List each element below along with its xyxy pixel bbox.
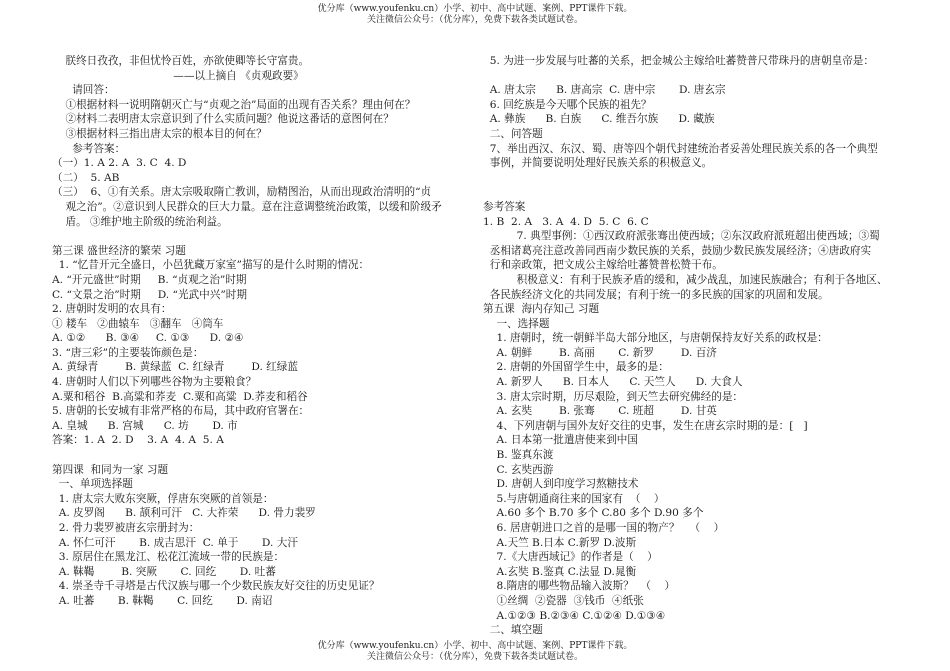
text-line: A. “开元盛世”时期 B. “贞观之治”时期 xyxy=(52,273,247,286)
text-line: A.粟和稻谷 B.高粱和荞麦 C.粟和高粱 D.荞麦和稻谷 xyxy=(52,390,308,403)
text-line: A. 吐蕃 B. 靺鞨 C. 回纥 D. 南诏 xyxy=(52,594,273,607)
text-line: 事例，并简要说明处理好民族关系的积极意义。 xyxy=(483,157,713,170)
text-line: D. 唐朝人到印度学习熬糖技术 xyxy=(483,478,639,491)
text-line: 参考答案 xyxy=(483,200,526,213)
text-line: A.天竺 B.日本 C.新罗 D.波斯 xyxy=(483,536,637,549)
text-line: 4. 崇圣寺千寻塔是古代汉族与哪一个少数民族友好交往的历史见证？ xyxy=(52,580,380,593)
text-line: 请回答： xyxy=(52,84,115,97)
text-line: A. 黄绿青 B. 黄绿蓝 C. 红绿青 D. 红绿蓝 xyxy=(52,361,298,374)
text-line: A. 皮罗阁 B. 颉利可汗 C. 大祚荣 D. 骨力裴罗 xyxy=(52,507,316,520)
text-line: A. 朝鲜 B. 高丽 C. 新罗 D. 百济 xyxy=(483,346,717,359)
text-line: 5.与唐朝通商往来的国家有 （ ） xyxy=(483,492,665,505)
text-line: 2. 唐朝的外国留学生中，最多的是： xyxy=(483,361,669,374)
text-line xyxy=(52,229,467,244)
text-line: 7、举出西汉、东汉、蜀、唐等四个朝代封建统治者妥善处理民族关系的各一个典型 xyxy=(483,142,878,155)
text-line: ——以上摘自 《贞观政要》 xyxy=(52,69,304,82)
right-column xyxy=(483,54,898,638)
footer-line-1: 优分库（www.youfenku.cn）小学、初中、高中试题、案例、PPT课件下载。 xyxy=(317,641,633,651)
text-line: 7.《大唐西域记》的作者是（ ） xyxy=(483,551,658,564)
text-line: 8.隋唐的哪些物品输入波斯？ （ ） xyxy=(483,580,676,593)
text-line: A. 彝族 B. 白族 C. 维吾尔族 D. 藏族 xyxy=(483,113,715,126)
text-line: 答案：1. A 2. D 3. A 4. A 5. A xyxy=(52,434,224,447)
text-line: 4. 唐朝时人们以下列哪些谷物为主要粮食？ xyxy=(52,376,257,389)
text-line: 1. “忆昔开元全盛日，小邑犹藏万家室”描写的是什么时期的情况： xyxy=(52,259,370,272)
text-line: 1. 唐太宗大败东突厥，俘唐东突厥的首领是： xyxy=(52,492,274,505)
text-line: 5. 为进一步发展与吐蕃的关系，把金城公主嫁给吐蕃赞普尺带珠丹的唐朝皇帝是： xyxy=(483,55,874,67)
text-line: A. ①② B. ③④ C. ①③ D. ②④ xyxy=(52,332,244,345)
text-line xyxy=(483,69,898,84)
text-line: 丞相诸葛亮注意改善同西南少数民族的关系，鼓励少数民族发展经济；④唐政府实 xyxy=(483,244,872,257)
text-line: 1. 唐朝时，统一朝鲜半岛大部分地区，与唐朝保持友好关系的政权是： xyxy=(483,332,828,345)
text-line: 参考答案： xyxy=(52,142,126,155)
text-line: ①根据材料一说明隋朝灭亡与“贞观之治”局面的出现有否关系？理由何在？ xyxy=(52,98,416,111)
text-line: A. 皇城 B. 宫城 C. 坊 D. 市 xyxy=(52,419,238,432)
text-line xyxy=(483,185,898,200)
text-line: （二） 5. AB xyxy=(52,171,120,184)
text-line: 二、填空题 xyxy=(483,624,543,637)
text-line: A. 新罗人 B. 日本人 C. 天竺人 D. 大食人 xyxy=(483,376,743,389)
footer-line-2: 关注微信公众号：（优分库），免费下载各类试题试卷。 xyxy=(366,652,583,662)
text-line: 观之治”。②意识到人民群众的巨大力量。意在注意调整统治政策，以缓和阶级矛 xyxy=(52,200,442,213)
text-line: 1. B 2. A 3. A 4. D 5. C 6. C xyxy=(483,215,649,228)
text-line: 行和亲政策，把文成公主嫁给吐蕃赞普松赞干布。 xyxy=(483,259,723,272)
text-line: ②材料二表明唐太宗意识到了什么实质问题？他说这番话的意图何在？ xyxy=(52,113,394,126)
text-line: A. 唐太宗 B. 唐高宗 C. 唐中宗 D. 唐玄宗 xyxy=(483,84,726,97)
text-line: A.玄奘 B.鉴真 C.法显 D.晁衡 xyxy=(483,565,637,578)
page-header xyxy=(0,4,950,26)
page-footer xyxy=(0,641,950,663)
text-line: A. 靺鞨 B. 突厥 C. 回纥 D. 吐蕃 xyxy=(52,565,276,578)
text-line: A. 日本第一批遣唐使来到中国 xyxy=(483,434,638,447)
header-line-1: 优分库（www.youfenku.cn）小学、初中、高中试题、案例、PPT课件下载。 xyxy=(317,4,633,14)
text-line xyxy=(483,171,898,186)
text-line: 第五课 海内存知己 习题 xyxy=(483,303,600,316)
text-line: 一、选择题 xyxy=(483,317,550,330)
text-line: C. 玄奘西游 xyxy=(483,463,554,476)
text-line: 一、单项选择题 xyxy=(52,478,133,491)
text-line: 积极意义：有利于民族矛盾的缓和，减少战乱，加速民族融合；有利于各地区、 xyxy=(483,273,888,286)
text-line: A.①②③ B.②③④ C.①②④ D.①③④ xyxy=(483,609,666,622)
text-line: 二、问答题 xyxy=(483,127,543,140)
text-line: 第三课 盛世经济的繁荣 习题 xyxy=(52,244,186,257)
left-column xyxy=(52,54,467,609)
text-line: 2. 骨力裴罗被唐玄宗册封为： xyxy=(52,522,200,534)
text-line: ① 耧车 ②曲辕车 ③翻车 ④筒车 xyxy=(52,317,224,330)
text-line: 6. 居唐朝进口之首的是哪一国的物产？ （ ） xyxy=(483,522,725,534)
text-line: 第四课 和同为一家 习题 xyxy=(52,463,169,476)
text-line: C. “文景之治”时期 D. “光武中兴”时期 xyxy=(52,288,247,301)
text-line: 3. 唐太宗时期，历尽艰险，到天竺去研究佛经的是： xyxy=(483,390,744,403)
text-line: 6. 回纥族是今天哪个民族的祖先？ xyxy=(483,98,652,111)
text-line xyxy=(52,448,467,463)
text-line: A. 玄奘 B. 张骞 C. 班超 D. 甘英 xyxy=(483,405,717,418)
text-line: 3. “唐三彩”的主要装饰颜色是： xyxy=(52,346,204,359)
text-line: 朕终日孜孜，非但忧怜百姓，亦欲使卿等长守富贵。 xyxy=(52,55,310,67)
text-line: ③根据材料三指出唐太宗的根本目的何在？ xyxy=(52,127,267,140)
text-line: 5. 唐朝的长安城有非常严格的布局，其中政府官署在： xyxy=(52,405,310,418)
text-line: A.60 多个 B.70 多个 C.80 多个 D.90 多个 xyxy=(483,507,704,520)
text-line: 盾。 ③维护地主阶级的统治利益。 xyxy=(52,215,228,228)
text-line: （三） 6、①有关系。唐太宗吸取隋亡教训，励精图治，从而出现政治清明的“贞 xyxy=(52,186,432,199)
text-line: 4、下列唐朝与国外友好交往的史事，发生在唐玄宗时期的是：[ ] xyxy=(483,419,808,432)
text-line: 2. 唐朝时发明的农具有： xyxy=(52,303,172,316)
header-line-2: 关注微信公众号：（优分库），免费下载各类试题试卷。 xyxy=(366,15,583,25)
text-line: 各民族经济文化的共同发展；有利于统一的多民族的国家的巩固和发展。 xyxy=(483,288,829,301)
text-line: B. 鉴真东渡 xyxy=(483,449,554,462)
text-line: ①丝绸 ②瓷器 ③钱币 ④纸张 xyxy=(483,594,644,607)
text-line: A. 怀仁可汗 B. 成吉思汗 C. 单于 D. 大汗 xyxy=(52,536,298,549)
text-line: 7. 典型事例：①西汉政府派张骞出使西域；②东汉政府派班超出使西域；③蜀 xyxy=(483,230,880,243)
text-line: （一）1. A 2. A 3. C 4. D xyxy=(52,157,187,170)
text-line: 3. 原居住在黑龙江、松花江流域一带的民族是： xyxy=(52,551,285,564)
